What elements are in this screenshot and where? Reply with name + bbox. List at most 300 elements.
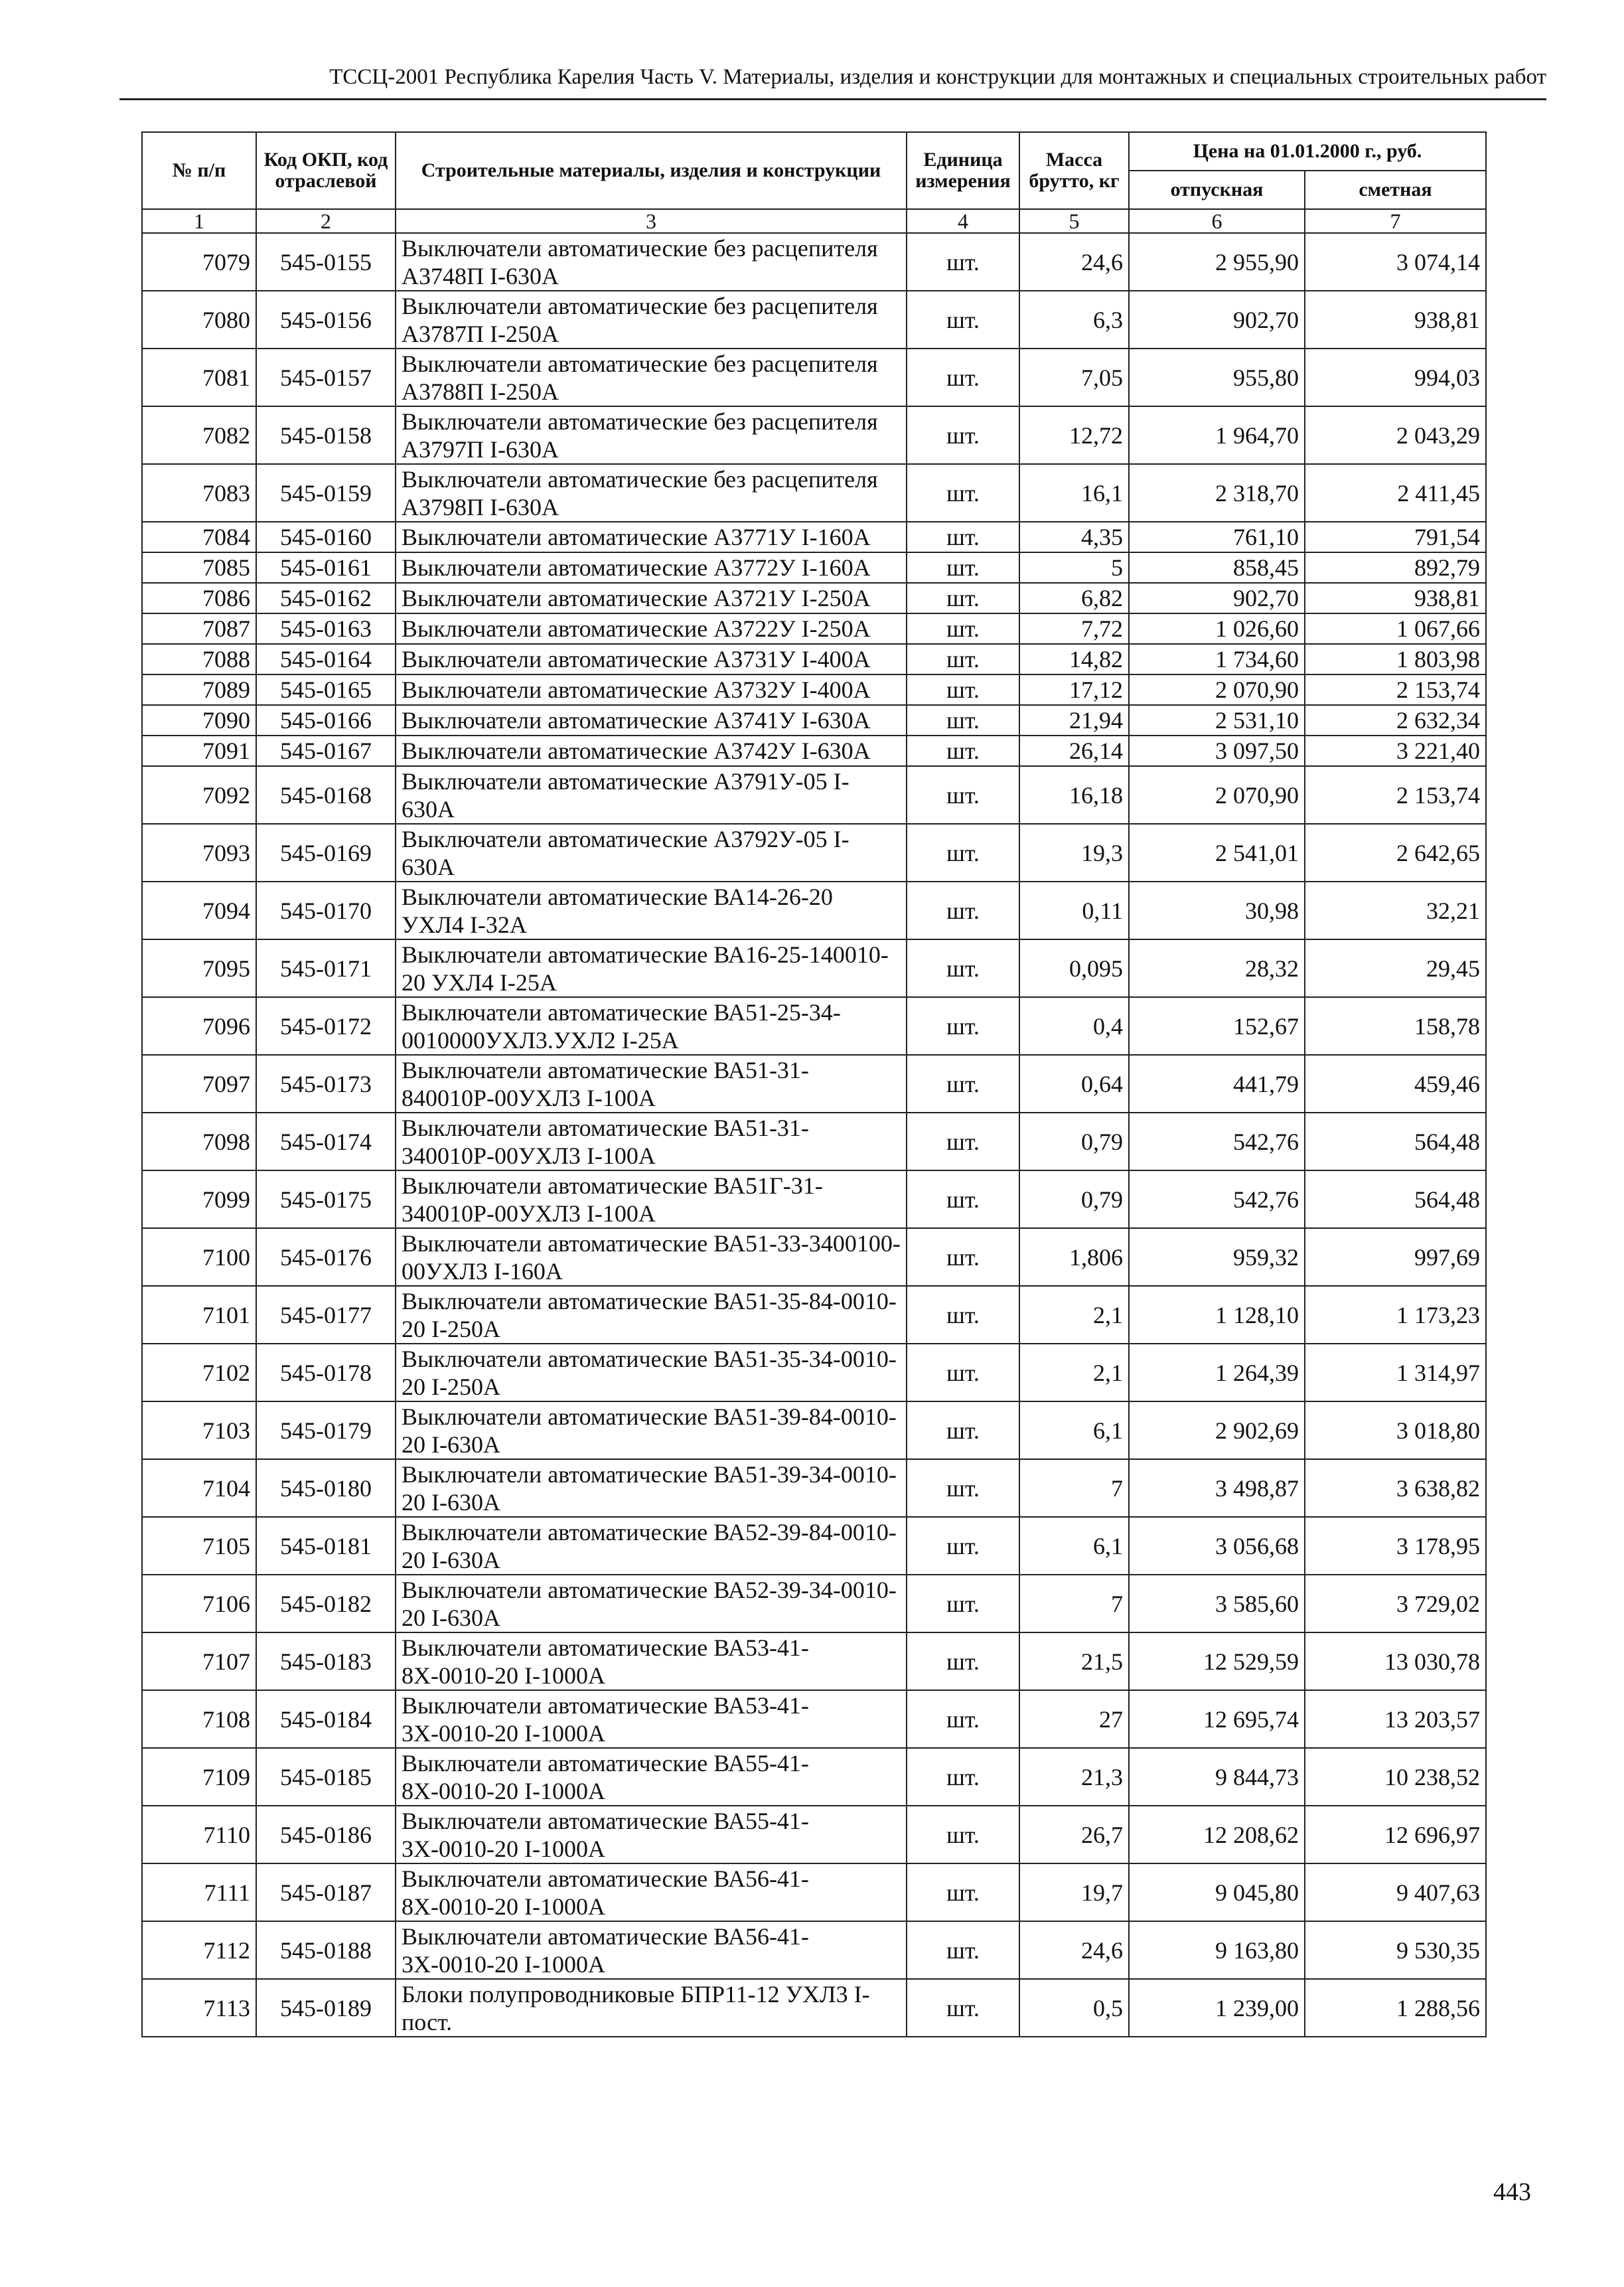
row-unit: шт. xyxy=(907,736,1019,766)
row-price-release: 3 498,87 xyxy=(1129,1459,1305,1517)
table-row xyxy=(142,1401,1486,1459)
row-number: 7086 xyxy=(142,583,256,613)
row-price-estimate: 2 153,74 xyxy=(1305,766,1486,824)
row-code: 545-0178 xyxy=(256,1344,396,1401)
row-name: Выключатели автоматические ВА52-39-84-0010-20 I-630А xyxy=(396,1517,907,1575)
row-name: Выключатели автоматические А3721У I-250А xyxy=(396,583,907,613)
row-price-estimate: 791,54 xyxy=(1305,522,1486,552)
table-header-row-1 xyxy=(142,132,1486,171)
row-mass: 7,05 xyxy=(1019,349,1129,406)
row-number: 7089 xyxy=(142,674,256,705)
row-number: 7091 xyxy=(142,736,256,766)
row-price-estimate: 1 173,23 xyxy=(1305,1286,1486,1344)
row-name: Выключатели автоматические А3772У I-160А xyxy=(396,552,907,583)
row-code: 545-0182 xyxy=(256,1575,396,1632)
row-price-release: 955,80 xyxy=(1129,349,1305,406)
row-code: 545-0189 xyxy=(256,1979,396,2037)
table-row xyxy=(142,1228,1486,1286)
row-mass: 24,6 xyxy=(1019,233,1129,291)
row-code: 545-0173 xyxy=(256,1055,396,1113)
row-price-release: 3 097,50 xyxy=(1129,736,1305,766)
column-number: 3 xyxy=(396,209,907,233)
row-name: Выключатели автоматические ВА51-35-34-0010-20 I-250А xyxy=(396,1344,907,1401)
row-price-estimate: 10 238,52 xyxy=(1305,1748,1486,1806)
row-mass: 26,14 xyxy=(1019,736,1129,766)
row-price-estimate: 13 030,78 xyxy=(1305,1632,1486,1690)
row-unit: шт. xyxy=(907,552,1019,583)
header-divider xyxy=(119,98,1546,100)
row-mass: 21,5 xyxy=(1019,1632,1129,1690)
row-number: 7094 xyxy=(142,882,256,939)
row-name: Блоки полупроводниковые БПР11-12 УХЛ3 I-пост. xyxy=(396,1979,907,2037)
table-row xyxy=(142,1748,1486,1806)
row-number: 7095 xyxy=(142,939,256,997)
row-price-estimate: 158,78 xyxy=(1305,997,1486,1055)
table-row xyxy=(142,233,1486,291)
row-name: Выключатели автоматические А3731У I-400А xyxy=(396,644,907,674)
row-name: Выключатели автоматические А3732У I-400А xyxy=(396,674,907,705)
row-mass: 1,806 xyxy=(1019,1228,1129,1286)
row-unit: шт. xyxy=(907,1979,1019,2037)
row-code: 545-0155 xyxy=(256,233,396,291)
row-code: 545-0162 xyxy=(256,583,396,613)
row-mass: 6,82 xyxy=(1019,583,1129,613)
row-name: Выключатели автоматические ВА16-25-140010-20 УХЛ4 I-25А xyxy=(396,939,907,997)
row-unit: шт. xyxy=(907,1344,1019,1401)
row-price-release: 2 531,10 xyxy=(1129,705,1305,736)
row-price-estimate: 3 018,80 xyxy=(1305,1401,1486,1459)
row-number: 7080 xyxy=(142,291,256,349)
row-name: Выключатели автоматические ВА53-41-8Х-0010-20 I-1000А xyxy=(396,1632,907,1690)
row-name: Выключатели автоматические ВА14-26-20 УХЛ4 I-32А xyxy=(396,882,907,939)
row-price-release: 1 264,39 xyxy=(1129,1344,1305,1401)
row-price-release: 9 045,80 xyxy=(1129,1863,1305,1921)
row-code: 545-0160 xyxy=(256,522,396,552)
row-price-estimate: 938,81 xyxy=(1305,291,1486,349)
column-numbers-row xyxy=(142,209,1486,233)
row-price-estimate: 2 632,34 xyxy=(1305,705,1486,736)
row-code: 545-0158 xyxy=(256,406,396,464)
row-price-estimate: 2 411,45 xyxy=(1305,464,1486,522)
row-price-estimate: 1 067,66 xyxy=(1305,613,1486,644)
row-name: Выключатели автоматические А3742У I-630А xyxy=(396,736,907,766)
table-row xyxy=(142,291,1486,349)
row-number: 7100 xyxy=(142,1228,256,1286)
row-unit: шт. xyxy=(907,1863,1019,1921)
column-number: 6 xyxy=(1129,209,1305,233)
row-mass: 26,7 xyxy=(1019,1806,1129,1863)
row-unit: шт. xyxy=(907,1690,1019,1748)
table-row xyxy=(142,1113,1486,1170)
row-price-release: 542,76 xyxy=(1129,1170,1305,1228)
row-code: 545-0181 xyxy=(256,1517,396,1575)
row-price-estimate: 3 074,14 xyxy=(1305,233,1486,291)
row-unit: шт. xyxy=(907,1748,1019,1806)
row-unit: шт. xyxy=(907,1459,1019,1517)
row-price-release: 1 964,70 xyxy=(1129,406,1305,464)
row-unit: шт. xyxy=(907,613,1019,644)
row-name: Выключатели автоматические ВА55-41-3Х-0010-20 I-1000А xyxy=(396,1806,907,1863)
row-mass: 27 xyxy=(1019,1690,1129,1748)
row-code: 545-0167 xyxy=(256,736,396,766)
table-row xyxy=(142,1690,1486,1748)
row-code: 545-0176 xyxy=(256,1228,396,1286)
row-price-release: 858,45 xyxy=(1129,552,1305,583)
row-name: Выключатели автоматические ВА55-41-8Х-0010-20 I-1000А xyxy=(396,1748,907,1806)
row-number: 7102 xyxy=(142,1344,256,1401)
row-price-release: 2 070,90 xyxy=(1129,674,1305,705)
row-price-estimate: 564,48 xyxy=(1305,1170,1486,1228)
row-number: 7090 xyxy=(142,705,256,736)
row-price-estimate: 3 638,82 xyxy=(1305,1459,1486,1517)
table-row xyxy=(142,1286,1486,1344)
row-code: 545-0174 xyxy=(256,1113,396,1170)
row-unit: шт. xyxy=(907,997,1019,1055)
row-price-estimate: 997,69 xyxy=(1305,1228,1486,1286)
table-row xyxy=(142,1921,1486,1979)
row-number: 7087 xyxy=(142,613,256,644)
table-row xyxy=(142,1170,1486,1228)
table-row xyxy=(142,464,1486,522)
table-row xyxy=(142,705,1486,736)
table-body xyxy=(142,233,1486,2037)
row-name: Выключатели автоматические ВА51-31-340010Р-00УХЛ3 I-100А xyxy=(396,1113,907,1170)
row-mass: 17,12 xyxy=(1019,674,1129,705)
row-code: 545-0175 xyxy=(256,1170,396,1228)
column-number: 4 xyxy=(907,209,1019,233)
table-row xyxy=(142,674,1486,705)
row-mass: 0,5 xyxy=(1019,1979,1129,2037)
row-mass: 2,1 xyxy=(1019,1286,1129,1344)
row-mass: 7 xyxy=(1019,1459,1129,1517)
table-row xyxy=(142,1575,1486,1632)
row-price-release: 1 734,60 xyxy=(1129,644,1305,674)
column-number: 7 xyxy=(1305,209,1486,233)
row-name: Выключатели автоматические ВА56-41-3Х-0010-20 I-1000А xyxy=(396,1921,907,1979)
row-code: 545-0179 xyxy=(256,1401,396,1459)
row-price-estimate: 9 530,35 xyxy=(1305,1921,1486,1979)
row-code: 545-0159 xyxy=(256,464,396,522)
row-number: 7108 xyxy=(142,1690,256,1748)
row-price-release: 2 541,01 xyxy=(1129,824,1305,882)
row-unit: шт. xyxy=(907,1286,1019,1344)
row-price-release: 902,70 xyxy=(1129,583,1305,613)
row-price-estimate: 564,48 xyxy=(1305,1113,1486,1170)
row-price-estimate: 9 407,63 xyxy=(1305,1863,1486,1921)
row-price-estimate: 459,46 xyxy=(1305,1055,1486,1113)
row-number: 7085 xyxy=(142,552,256,583)
row-price-estimate: 32,21 xyxy=(1305,882,1486,939)
row-code: 545-0185 xyxy=(256,1748,396,1806)
row-price-estimate: 892,79 xyxy=(1305,552,1486,583)
table-row xyxy=(142,613,1486,644)
row-name: Выключатели автоматические ВА51-33-3400100-00УХЛ3 I-160А xyxy=(396,1228,907,1286)
row-code: 545-0187 xyxy=(256,1863,396,1921)
row-mass: 0,095 xyxy=(1019,939,1129,997)
row-code: 545-0169 xyxy=(256,824,396,882)
row-code: 545-0165 xyxy=(256,674,396,705)
column-number: 2 xyxy=(256,209,396,233)
row-code: 545-0156 xyxy=(256,291,396,349)
row-number: 7079 xyxy=(142,233,256,291)
row-price-release: 152,67 xyxy=(1129,997,1305,1055)
table-row xyxy=(142,349,1486,406)
table-row xyxy=(142,1055,1486,1113)
row-number: 7083 xyxy=(142,464,256,522)
page-number: 443 xyxy=(1493,2178,1531,2206)
row-name: Выключатели автоматические А3741У I-630А xyxy=(396,705,907,736)
row-unit: шт. xyxy=(907,939,1019,997)
row-price-release: 441,79 xyxy=(1129,1055,1305,1113)
row-name: Выключатели автоматические ВА56-41-8Х-0010-20 I-1000А xyxy=(396,1863,907,1921)
row-number: 7084 xyxy=(142,522,256,552)
row-number: 7081 xyxy=(142,349,256,406)
row-number: 7096 xyxy=(142,997,256,1055)
col-header-unit: Единица измерения xyxy=(907,132,1019,209)
row-mass: 6,1 xyxy=(1019,1517,1129,1575)
row-number: 7098 xyxy=(142,1113,256,1170)
row-number: 7092 xyxy=(142,766,256,824)
row-number: 7088 xyxy=(142,644,256,674)
row-number: 7113 xyxy=(142,1979,256,2037)
row-mass: 0,4 xyxy=(1019,997,1129,1055)
row-number: 7109 xyxy=(142,1748,256,1806)
row-mass: 16,1 xyxy=(1019,464,1129,522)
row-price-release: 3 585,60 xyxy=(1129,1575,1305,1632)
row-mass: 21,3 xyxy=(1019,1748,1129,1806)
row-number: 7093 xyxy=(142,824,256,882)
row-price-release: 2 318,70 xyxy=(1129,464,1305,522)
row-unit: шт. xyxy=(907,1228,1019,1286)
row-mass: 4,35 xyxy=(1019,522,1129,552)
row-mass: 24,6 xyxy=(1019,1921,1129,1979)
row-price-estimate: 938,81 xyxy=(1305,583,1486,613)
row-unit: шт. xyxy=(907,1401,1019,1459)
table-row xyxy=(142,939,1486,997)
row-name: Выключатели автоматические А3771У I-160А xyxy=(396,522,907,552)
row-price-release: 959,32 xyxy=(1129,1228,1305,1286)
col-header-code: Код ОКП, код отраслевой xyxy=(256,132,396,209)
row-name: Выключатели автоматические ВА51-25-34-0010000УХЛ3.УХЛ2 I-25А xyxy=(396,997,907,1055)
table-row xyxy=(142,736,1486,766)
row-number: 7105 xyxy=(142,1517,256,1575)
column-number: 5 xyxy=(1019,209,1129,233)
row-price-release: 1 026,60 xyxy=(1129,613,1305,644)
row-price-estimate: 3 221,40 xyxy=(1305,736,1486,766)
row-name: Выключатели автоматические без расцепителя А3798П I-630А xyxy=(396,464,907,522)
row-unit: шт. xyxy=(907,824,1019,882)
row-unit: шт. xyxy=(907,644,1019,674)
col-header-name: Строительные материалы, изделия и конструкции xyxy=(396,132,907,209)
row-price-release: 761,10 xyxy=(1129,522,1305,552)
row-unit: шт. xyxy=(907,705,1019,736)
row-code: 545-0166 xyxy=(256,705,396,736)
row-price-release: 2 955,90 xyxy=(1129,233,1305,291)
table-row xyxy=(142,766,1486,824)
row-price-estimate: 29,45 xyxy=(1305,939,1486,997)
row-price-release: 3 056,68 xyxy=(1129,1517,1305,1575)
row-mass: 5 xyxy=(1019,552,1129,583)
col-header-price-release: отпускная xyxy=(1129,171,1305,209)
col-header-price-estimate: сметная xyxy=(1305,171,1486,209)
row-price-estimate: 2 153,74 xyxy=(1305,674,1486,705)
row-unit: шт. xyxy=(907,674,1019,705)
row-code: 545-0172 xyxy=(256,997,396,1055)
row-unit: шт. xyxy=(907,766,1019,824)
row-code: 545-0163 xyxy=(256,613,396,644)
row-unit: шт. xyxy=(907,291,1019,349)
row-name: Выключатели автоматические без расцепителя А3797П I-630А xyxy=(396,406,907,464)
row-unit: шт. xyxy=(907,1113,1019,1170)
row-unit: шт. xyxy=(907,882,1019,939)
row-price-estimate: 1 803,98 xyxy=(1305,644,1486,674)
row-price-release: 9 844,73 xyxy=(1129,1748,1305,1806)
row-unit: шт. xyxy=(907,1921,1019,1979)
row-unit: шт. xyxy=(907,583,1019,613)
row-name: Выключатели автоматические без расцепителя А3788П I-250А xyxy=(396,349,907,406)
table-row xyxy=(142,552,1486,583)
row-mass: 6,1 xyxy=(1019,1401,1129,1459)
row-number: 7112 xyxy=(142,1921,256,1979)
row-code: 545-0171 xyxy=(256,939,396,997)
row-code: 545-0184 xyxy=(256,1690,396,1748)
row-number: 7101 xyxy=(142,1286,256,1344)
row-unit: шт. xyxy=(907,406,1019,464)
row-unit: шт. xyxy=(907,464,1019,522)
row-mass: 14,82 xyxy=(1019,644,1129,674)
row-mass: 21,94 xyxy=(1019,705,1129,736)
row-unit: шт. xyxy=(907,522,1019,552)
table-row xyxy=(142,406,1486,464)
row-price-estimate: 1 288,56 xyxy=(1305,1979,1486,2037)
row-unit: шт. xyxy=(907,1632,1019,1690)
row-name: Выключатели автоматические ВА53-41-3Х-0010-20 I-1000А xyxy=(396,1690,907,1748)
col-header-num: № п/п xyxy=(142,132,256,209)
row-mass: 7 xyxy=(1019,1575,1129,1632)
table-row xyxy=(142,1517,1486,1575)
row-price-release: 2 070,90 xyxy=(1129,766,1305,824)
row-number: 7111 xyxy=(142,1863,256,1921)
row-code: 545-0164 xyxy=(256,644,396,674)
row-price-release: 1 128,10 xyxy=(1129,1286,1305,1344)
table-row xyxy=(142,882,1486,939)
row-unit: шт. xyxy=(907,233,1019,291)
row-mass: 16,18 xyxy=(1019,766,1129,824)
row-mass: 0,11 xyxy=(1019,882,1129,939)
row-code: 545-0177 xyxy=(256,1286,396,1344)
row-price-estimate: 3 729,02 xyxy=(1305,1575,1486,1632)
table-row xyxy=(142,1979,1486,2037)
row-unit: шт. xyxy=(907,1170,1019,1228)
row-mass: 0,79 xyxy=(1019,1113,1129,1170)
row-mass: 12,72 xyxy=(1019,406,1129,464)
table-row xyxy=(142,583,1486,613)
row-code: 545-0170 xyxy=(256,882,396,939)
row-mass: 6,3 xyxy=(1019,291,1129,349)
row-name: Выключатели автоматические ВА51-39-84-0010-20 I-630А xyxy=(396,1401,907,1459)
row-unit: шт. xyxy=(907,1055,1019,1113)
row-name: Выключатели автоматические ВА51-39-34-0010-20 I-630А xyxy=(396,1459,907,1517)
row-price-release: 12 208,62 xyxy=(1129,1806,1305,1863)
row-price-release: 28,32 xyxy=(1129,939,1305,997)
row-code: 545-0168 xyxy=(256,766,396,824)
row-price-release: 12 529,59 xyxy=(1129,1632,1305,1690)
row-price-estimate: 12 696,97 xyxy=(1305,1806,1486,1863)
row-number: 7104 xyxy=(142,1459,256,1517)
row-name: Выключатели автоматические А3722У I-250А xyxy=(396,613,907,644)
row-unit: шт. xyxy=(907,349,1019,406)
row-number: 7110 xyxy=(142,1806,256,1863)
table-row xyxy=(142,824,1486,882)
row-code: 545-0161 xyxy=(256,552,396,583)
row-name: Выключатели автоматические без расцепителя А3748П I-630А xyxy=(396,233,907,291)
row-number: 7082 xyxy=(142,406,256,464)
table-row xyxy=(142,1863,1486,1921)
row-name: Выключатели автоматические ВА51Г-31-340010Р-00УХЛ3 I-100А xyxy=(396,1170,907,1228)
col-header-price-group: Цена на 01.01.2000 г., руб. xyxy=(1129,132,1486,171)
row-mass: 19,7 xyxy=(1019,1863,1129,1921)
page-header-title: ТССЦ-2001 Республика Карелия Часть V. Материалы, изделия и конструкции для монтажных и специальных строительных работ xyxy=(329,65,1546,89)
row-mass: 7,72 xyxy=(1019,613,1129,644)
row-code: 545-0180 xyxy=(256,1459,396,1517)
row-mass: 0,64 xyxy=(1019,1055,1129,1113)
row-number: 7099 xyxy=(142,1170,256,1228)
row-number: 7106 xyxy=(142,1575,256,1632)
row-price-release: 12 695,74 xyxy=(1129,1690,1305,1748)
row-number: 7107 xyxy=(142,1632,256,1690)
row-code: 545-0188 xyxy=(256,1921,396,1979)
row-unit: шт. xyxy=(907,1575,1019,1632)
row-price-release: 902,70 xyxy=(1129,291,1305,349)
row-price-estimate: 3 178,95 xyxy=(1305,1517,1486,1575)
row-name: Выключатели автоматические ВА51-31-840010Р-00УХЛ3 I-100А xyxy=(396,1055,907,1113)
table-row xyxy=(142,644,1486,674)
table-row xyxy=(142,1632,1486,1690)
table-row xyxy=(142,1459,1486,1517)
row-price-estimate: 13 203,57 xyxy=(1305,1690,1486,1748)
row-price-release: 9 163,80 xyxy=(1129,1921,1305,1979)
row-price-estimate: 2 642,65 xyxy=(1305,824,1486,882)
row-mass: 0,79 xyxy=(1019,1170,1129,1228)
row-name: Выключатели автоматические без расцепителя А3787П I-250А xyxy=(396,291,907,349)
row-unit: шт. xyxy=(907,1517,1019,1575)
row-price-estimate: 2 043,29 xyxy=(1305,406,1486,464)
row-code: 545-0186 xyxy=(256,1806,396,1863)
row-price-release: 1 239,00 xyxy=(1129,1979,1305,2037)
row-price-estimate: 1 314,97 xyxy=(1305,1344,1486,1401)
row-name: Выключатели автоматические А3792У-05 I-630А xyxy=(396,824,907,882)
row-unit: шт. xyxy=(907,1806,1019,1863)
row-number: 7103 xyxy=(142,1401,256,1459)
table-row xyxy=(142,997,1486,1055)
column-number: 1 xyxy=(142,209,256,233)
col-header-mass: Масса брутто, кг xyxy=(1019,132,1129,209)
row-name: Выключатели автоматические ВА51-35-84-0010-20 I-250А xyxy=(396,1286,907,1344)
row-name: Выключатели автоматические ВА52-39-34-0010-20 I-630А xyxy=(396,1575,907,1632)
table-row xyxy=(142,522,1486,552)
row-mass: 2,1 xyxy=(1019,1344,1129,1401)
materials-table xyxy=(141,131,1487,2037)
table-row xyxy=(142,1806,1486,1863)
row-price-release: 30,98 xyxy=(1129,882,1305,939)
row-price-estimate: 994,03 xyxy=(1305,349,1486,406)
row-mass: 19,3 xyxy=(1019,824,1129,882)
table-row xyxy=(142,1344,1486,1401)
row-price-release: 2 902,69 xyxy=(1129,1401,1305,1459)
row-code: 545-0157 xyxy=(256,349,396,406)
row-code: 545-0183 xyxy=(256,1632,396,1690)
row-name: Выключатели автоматические А3791У-05 I-630А xyxy=(396,766,907,824)
